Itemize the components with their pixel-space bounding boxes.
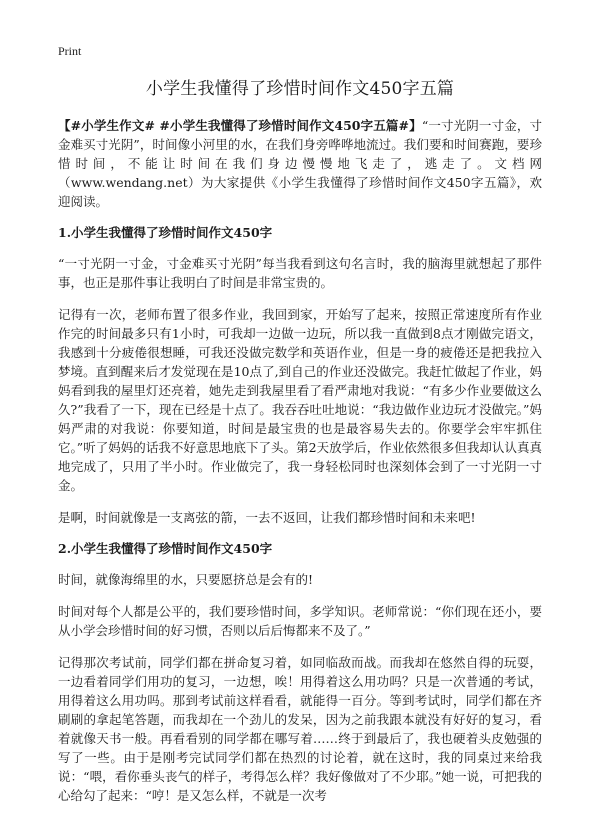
- section1-paragraph-1: “一寸光阴一寸金，寸金难买寸光阴”每当我看到这句名言时，我的脑海里就想起了那件事，也正是那件事让我明白了时间是非常宝贵的。: [58, 256, 542, 290]
- section1-paragraph-2: 记得有一次，老师布置了很多作业，我回到家，开始写了起来，按照正常速度所有作业作完的时间最多只有1小时，可我却一边做一边玩，所以我一直做到8点才刚做完语文，我感到十分疲倦很想睡，可我还没做完数学和英语作业，但是一身的疲倦还是把我拉入梦境。直到醒来后才发觉现在是10点了,到自己的作业还没做完。我赶忙做起了作业，妈妈看到我的屋里灯还亮着，她先走到我屋里看了看严肃地对我说：“有多少作业要做这么久?”我看了一下，现在已经是十点了。我吞吞吐吐地说：“我边做作业边玩才没做完。”妈妈严肃的对我说：你要知道，时间是最宝贵的也是最容易失去的。你要学会牢牢抓住它。”听了妈妈的话我不好意思地底下了头。第2天放学后，作业依然很多但我却认认真真地完成了，只用了半小时。作业做完了，我一身轻松同时也深刻体会到了一寸光阴一寸金。: [58, 307, 542, 493]
- intro-text: “一寸光阴一寸金，寸金难买寸光阴”，时间像小河里的水，在我们身旁哗哗地流过。我们要和时间赛跑，要珍惜时间，不能让时间在我们身边慢慢地飞走了，逃走了。文档网（www.wendang.net）为大家提供《小学生我懂得了珍惜时间作文450字五篇》，欢迎阅读。: [58, 118, 542, 209]
- section-heading-2: 2.小学生我懂得了珍惜时间作文450字: [58, 541, 273, 556]
- print-label: Print: [58, 44, 82, 58]
- intro-paragraph: [58, 116, 542, 211]
- section1-paragraph-3: 是啊，时间就像是一支离弦的箭，一去不返回，让我们都珍惜时间和未来吧!: [58, 510, 476, 525]
- section2-paragraph-1: 时间，就像海绵里的水，只要愿挤总是会有的!: [58, 572, 314, 587]
- section-heading-1: 1.小学生我懂得了珍惜时间作文450字: [58, 225, 273, 240]
- section2-paragraph-3: 记得那次考试前，同学们都在拼命复习着，如同临敌而战。而我却在悠然自得的玩耍，一边看着同学们用功的复习，一边想，唉！用得着这么用功吗？只是一次普通的考试，用得着这么用功吗。那到考试前这样看看，就能得一百分。等到考试时，同学们都在齐刷刷的拿起笔答题，而我却在一个劲儿的发呆，因为之前我跟本就没有好好的复习，看着就像天书一般。再看看别的同学都在哪写着……终于到最后了，我也硬着头皮勉强的写了一些。由于是刚考完试同学们都在热烈的讨论着，就在这时，我的同桌过来给我说：“喂，看你垂头丧气的样子，考得怎么样？我好像做对了不少耶。”她一说，可把我的心给勾了起来：“哼！是又怎么样，不就是一次考: [58, 655, 542, 803]
- intro-tags: 【#小学生作文# #小学生我懂得了珍惜时间作文450字五篇#】: [58, 118, 422, 133]
- section2-paragraph-2: 时间对每个人都是公平的，我们要珍惜时间，多学知识。老师常说：“你们现在还小，要从小学会珍惜时间的好习惯，否则以后后悔都来不及了。”: [58, 604, 542, 638]
- document-title: 小学生我懂得了珍惜时间作文450字五篇: [145, 79, 455, 99]
